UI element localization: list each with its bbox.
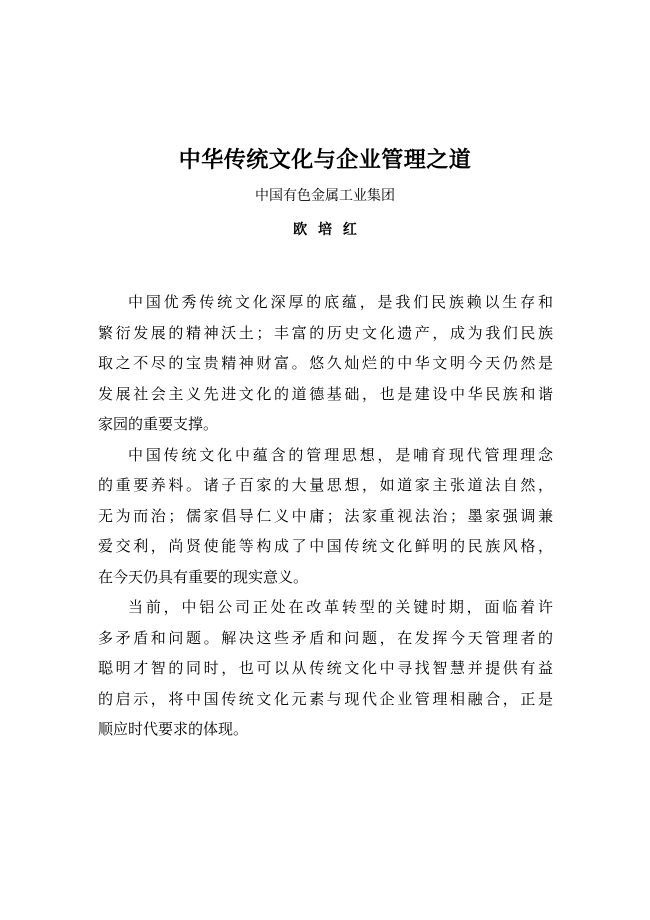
paragraph-line: 中国传统文化中蕴含的管理思想，是哺育现代管理理念	[128, 445, 553, 464]
paragraph-line: 无为而治；儒家倡导仁义中庸；法家重视法治；墨家强调兼	[98, 506, 553, 525]
author-organization: 中国有色金属工业集团	[255, 188, 395, 204]
document-body	[98, 287, 553, 745]
document-title: 中华传统文化与企业管理之道	[178, 148, 472, 173]
paragraph-line: 当前，中铝公司正处在改革转型的关键时期，面临着许	[128, 598, 553, 616]
paragraph-line: 取之不尽的宝贵精神财富。悠久灿烂的中华文明今天仍然是	[98, 354, 553, 372]
paragraph-line: 顺应时代要求的体现。	[98, 720, 249, 738]
paragraph-line: 繁衍发展的精神沃土；丰富的历史文化遗产，成为我们民族	[98, 323, 553, 342]
paragraph-1	[98, 287, 553, 440]
paragraph-line: 爱交利，尚贤使能等构成了中国传统文化鲜明的民族风格，	[98, 537, 553, 555]
paragraph-line: 在今天仍具有重要的现实意义。	[98, 567, 309, 586]
paragraph-line: 聪明才智的同时，也可以从传统文化中寻找智慧并提供有益	[98, 659, 553, 677]
paragraph-line: 多矛盾和问题。解决这些矛盾和问题，在发挥今天管理者的	[98, 628, 553, 647]
paragraph-3	[98, 592, 553, 745]
paragraph-line: 中国优秀传统文化深厚的底蕴，是我们民族赖以生存和	[128, 293, 553, 311]
author-name: 欧 培 红	[293, 222, 357, 238]
paragraph-line: 的重要养料。诸子百家的大量思想，如道家主张道法自然，	[98, 476, 553, 494]
paragraph-line: 的启示，将中国传统文化元素与现代企业管理相融合，正是	[98, 689, 553, 708]
paragraph-line: 家园的重要支撑。	[98, 415, 219, 433]
paragraph-2	[98, 440, 553, 593]
paragraph-line: 发展社会主义先进文化的道德基础，也是建设中华民族和谐	[98, 384, 553, 403]
